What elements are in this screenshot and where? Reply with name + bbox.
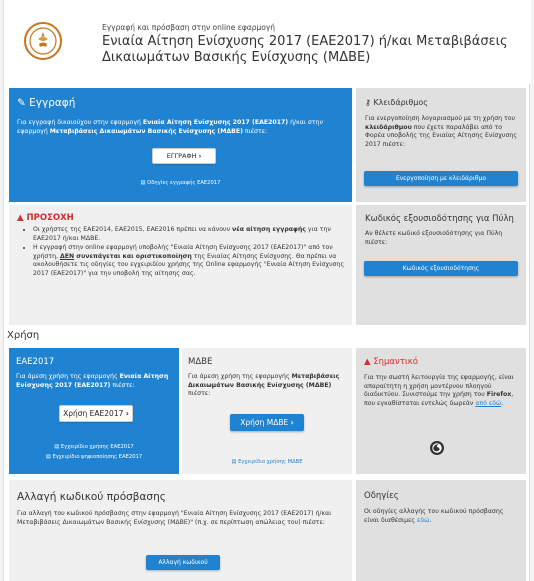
mdbe-guide-link[interactable]: ▤ Εγχειρίδιο χρήσης ΜΔΒΕ: [231, 459, 303, 465]
registration-panel: [9, 88, 352, 202]
chevron-right-icon: ›: [198, 152, 202, 160]
key-icon: ⚷: [365, 98, 371, 107]
gate-heading: Κωδικός εξουσιοδότησης για Πύλη: [365, 214, 514, 224]
usage-heading: Χρήση: [7, 330, 40, 341]
key-heading: ⚷ Κλειδάριθμος: [365, 98, 428, 107]
eae2017-guide-link[interactable]: ▤ Εγχειρίδιο χρήσης ΕΑΕ2017: [54, 444, 134, 450]
opekepe-logo: [24, 22, 62, 60]
important-heading: ▲ Σημαντικό: [364, 357, 418, 367]
gate-code-panel: [356, 205, 526, 325]
firefox-download-link[interactable]: από εδώ: [475, 399, 502, 407]
page-title: Ενιαία Αίτηση Ενίσχυσης 2017 (ΕΑΕ2017) ή/και Μεταβιβάσεις Δικαιωμάτων Βασικής Ενίσχυσης (ΜΔΒΕ): [102, 34, 508, 65]
key-text: Για ενεργοποίηση λογαριασμού με τη χρήση του κλειδάριθμου που έχετε παραλάβει από το Φορέα υποβολής της Ενιαίας Αίτησης Ενίσχυσης 2017 πιέστε:: [365, 115, 517, 148]
eae2017-panel: [9, 348, 179, 474]
instructions-panel: [356, 480, 526, 581]
gate-code-button[interactable]: Κωδικός εξουσιοδότησης: [364, 261, 518, 276]
mdbe-panel: [182, 348, 352, 474]
password-heading: Αλλαγή κωδικού πρόσβασης: [17, 491, 166, 503]
firefox-icon[interactable]: [430, 441, 444, 455]
warning-panel: [9, 205, 352, 325]
warning-heading: ▲ ΠΡΟΣΟΧΗ: [17, 213, 74, 223]
chevron-right-icon: ›: [125, 409, 129, 418]
gate-text: Αν θέλετε κωδικό εξουσιοδότησης για Πύλη πιέστε:: [365, 230, 503, 246]
header-subtitle: Εγγραφή και πρόσβαση στην online εφαρμογή: [102, 23, 276, 32]
instructions-text: Οι οδηγίες αλλαγής του κωδικού πρόσβασης είναι διαθέσιμες εδώ.: [364, 508, 504, 524]
page: [3, 0, 530, 581]
document-icon: ▤: [45, 454, 51, 460]
important-text: Για την σωστή λειτουργία της εφαρμογής, είναι απαραίτητη η χρήση μοντέρνου πλοηγού διαδικτύου. Συνιστούμε την χρήση του Firefox, που εγκαθίσταται εντελώς δωρεάν από εδώ.: [364, 374, 514, 407]
header: [4, 0, 531, 84]
key-activation-panel: [356, 88, 526, 202]
firefox-glyph-icon: [431, 442, 443, 454]
use-eae2017-button[interactable]: Χρήση ΕΑΕ2017 ›: [59, 405, 133, 422]
eae2017-digitization-guide-link[interactable]: ▤ Εγχειρίδιο ψηφιοποίησης ΕΑΕ2017: [45, 454, 143, 460]
key-activation-button[interactable]: Ενεργοποίηση με κλειδάριθμο: [364, 171, 518, 186]
warning-list: [23, 226, 345, 280]
document-icon: ▤: [140, 180, 146, 186]
document-icon: ▤: [231, 459, 237, 465]
warning-item-2: • Η εγγραφή στην online εφαρμογή υποβολής "Ενιαία Αίτηση Ενίσχυσης 2017 (ΕΑΕ2017)" από τον χρήστη, ΔΕΝ συνεπάγεται και οριστικοποίηση της Ενιαίας Αίτησης Ενίσχυσης. Θα πρέπει να ακολουθήσετε τις οδηγίες του εγχειριδίου χρήσης της Online εφαρμογής "Ενιαία Αίτηση Ενίσχυσης 2017 (ΕΑΕ2017)" για την υποβολή της αίτησης σας.: [33, 244, 345, 278]
password-text: Για αλλαγή του κωδικού πρόσβασης στην εφαρμογή "Ενιαία Αίτηση Ενίσχυσης 2017 (ΕΑΕ2017) ή/και Μεταβιβάσεις Δικαιωμάτων Βασικής Ενίσχυσης (ΜΔΒΕ)" (π.χ. σε περίπτωση απώλειας του) πιέστε:: [17, 510, 332, 526]
change-password-button[interactable]: Αλλαγή κωδικού: [146, 555, 220, 570]
edit-icon: ✎: [17, 97, 26, 109]
logo-emblem-icon: [28, 26, 58, 56]
warning-item-1: • Οι χρήστες της ΕΑΕ2014, ΕΑΕ2015, ΕΑΕ2016 πρέπει να κάνουν νέα αίτηση εγγραφής για την ΕΑΕ2017 ή/και ΜΔΒΕ.: [33, 226, 345, 243]
registration-title: Εγγραφή: [29, 97, 76, 109]
instructions-heading: Οδηγίες: [364, 491, 399, 501]
chevron-right-icon: ›: [290, 418, 294, 427]
eae2017-heading: ΕΑΕ2017: [16, 357, 55, 367]
warning-icon: ▲: [364, 357, 371, 367]
registration-text: Για εγγραφή δικαιούχου στην εφαρμογή Ενιαία Αίτηση Ενίσχυσης 2017 (ΕΑΕ2017) ή/και στην εφαρμογή Μεταβιβάσεις Δικαιωμάτων Βασικής Ενίσχυσης (ΜΔΒΕ) πιέστε:: [17, 119, 323, 135]
mdbe-text: Για άμεση χρήση της εφαρμογής Μεταβιβάσεις Δικαιωμάτων Βασικής Ενίσχυσης (ΜΔΒΕ) πιέστε:: [188, 373, 340, 398]
warning-icon: ▲: [17, 213, 24, 223]
use-mdbe-button[interactable]: Χρήση ΜΔΒΕ ›: [230, 414, 304, 431]
registration-guide-link[interactable]: ▤ Οδηγίες εγγραφής ΕΑΕ2017: [140, 180, 221, 186]
instructions-link[interactable]: εδώ: [417, 516, 430, 524]
mdbe-heading: ΜΔΒΕ: [188, 357, 213, 367]
important-panel: [356, 348, 526, 474]
password-change-panel: [9, 480, 352, 581]
document-icon: ▤: [54, 444, 60, 450]
register-button[interactable]: ΕΓΓΡΑΦΗ ›: [152, 148, 216, 164]
registration-heading: [17, 97, 75, 109]
eae2017-text: Για άμεση χρήση της εφαρμογής Ενιαία Αίτηση Ενίσχυσης 2017 (ΕΑΕ2017) πιέστε:: [16, 373, 169, 389]
